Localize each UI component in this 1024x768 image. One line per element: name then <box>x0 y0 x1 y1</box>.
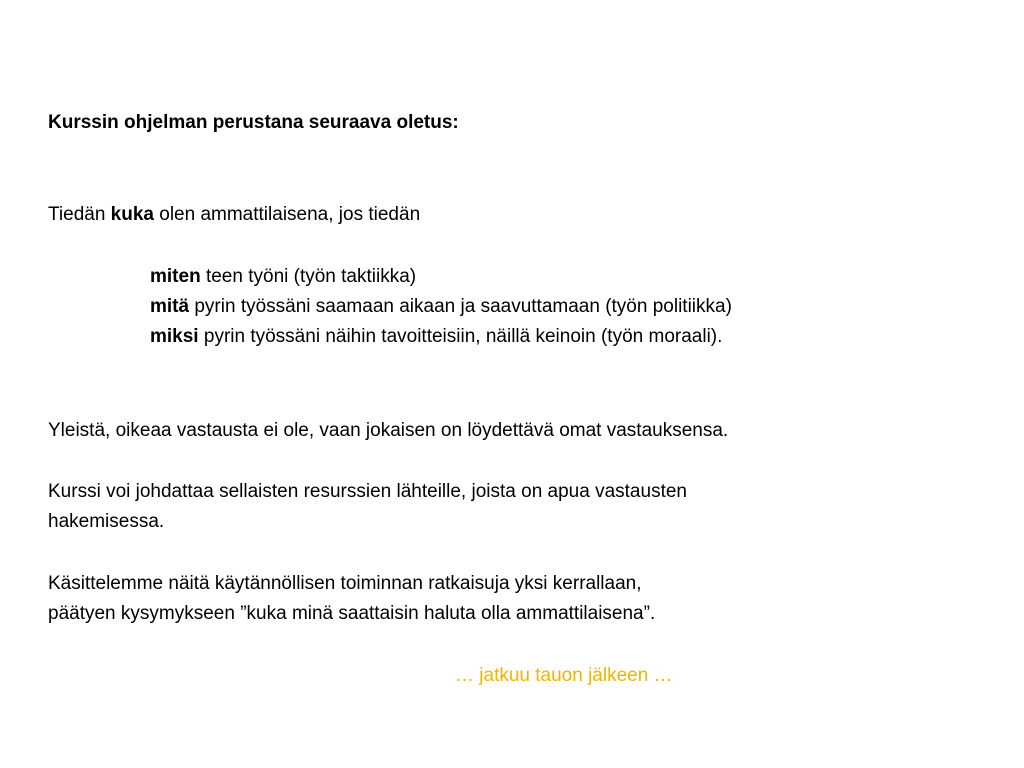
intro-before: Tiedän <box>48 204 111 225</box>
intro-line <box>48 200 420 230</box>
paragraph-3-line-1: Käsittelemme näitä käytännöllisen toiminnan ratkaisuja yksi kerrallaan, <box>48 573 642 594</box>
slide-heading <box>48 108 459 138</box>
heading-text: Kurssin ohjelman perustana seuraava oletus: <box>48 112 459 133</box>
paragraph-2-line-2: hakemisessa. <box>48 511 165 532</box>
list-item-bold: miksi <box>150 326 199 347</box>
list-item-bold: miten <box>150 266 201 287</box>
list-item-mita <box>150 292 732 322</box>
list-item-miksi <box>150 322 722 352</box>
intro-bold: kuka <box>110 204 154 225</box>
list-item-text: pyrin työssäni saamaan aikaan ja saavuttamaan (työn politiikka) <box>189 296 732 317</box>
list-item-bold: mitä <box>150 296 190 317</box>
list-item-text: pyrin työssäni näihin tavoitteisiin, näillä keinoin (työn moraali). <box>198 326 723 347</box>
paragraph-3-line-2: päätyen kysymykseen ”kuka minä saattaisin haluta olla ammattilaisena”. <box>48 603 656 624</box>
intro-after: olen ammattilaisena, jos tiedän <box>153 204 421 225</box>
paragraph-2-line-1: Kurssi voi johdattaa sellaisten resurssien lähteille, joista on apua vastausten <box>48 481 687 502</box>
paragraph-1: Yleistä, oikeaa vastausta ei ole, vaan jokaisen on löydettävä omat vastauksensa. <box>48 420 729 441</box>
list-item-text: teen työni (työn taktiikka) <box>200 266 417 287</box>
list-item-miten <box>150 262 416 292</box>
continuation-text: … jatkuu tauon jälkeen … <box>455 665 673 686</box>
